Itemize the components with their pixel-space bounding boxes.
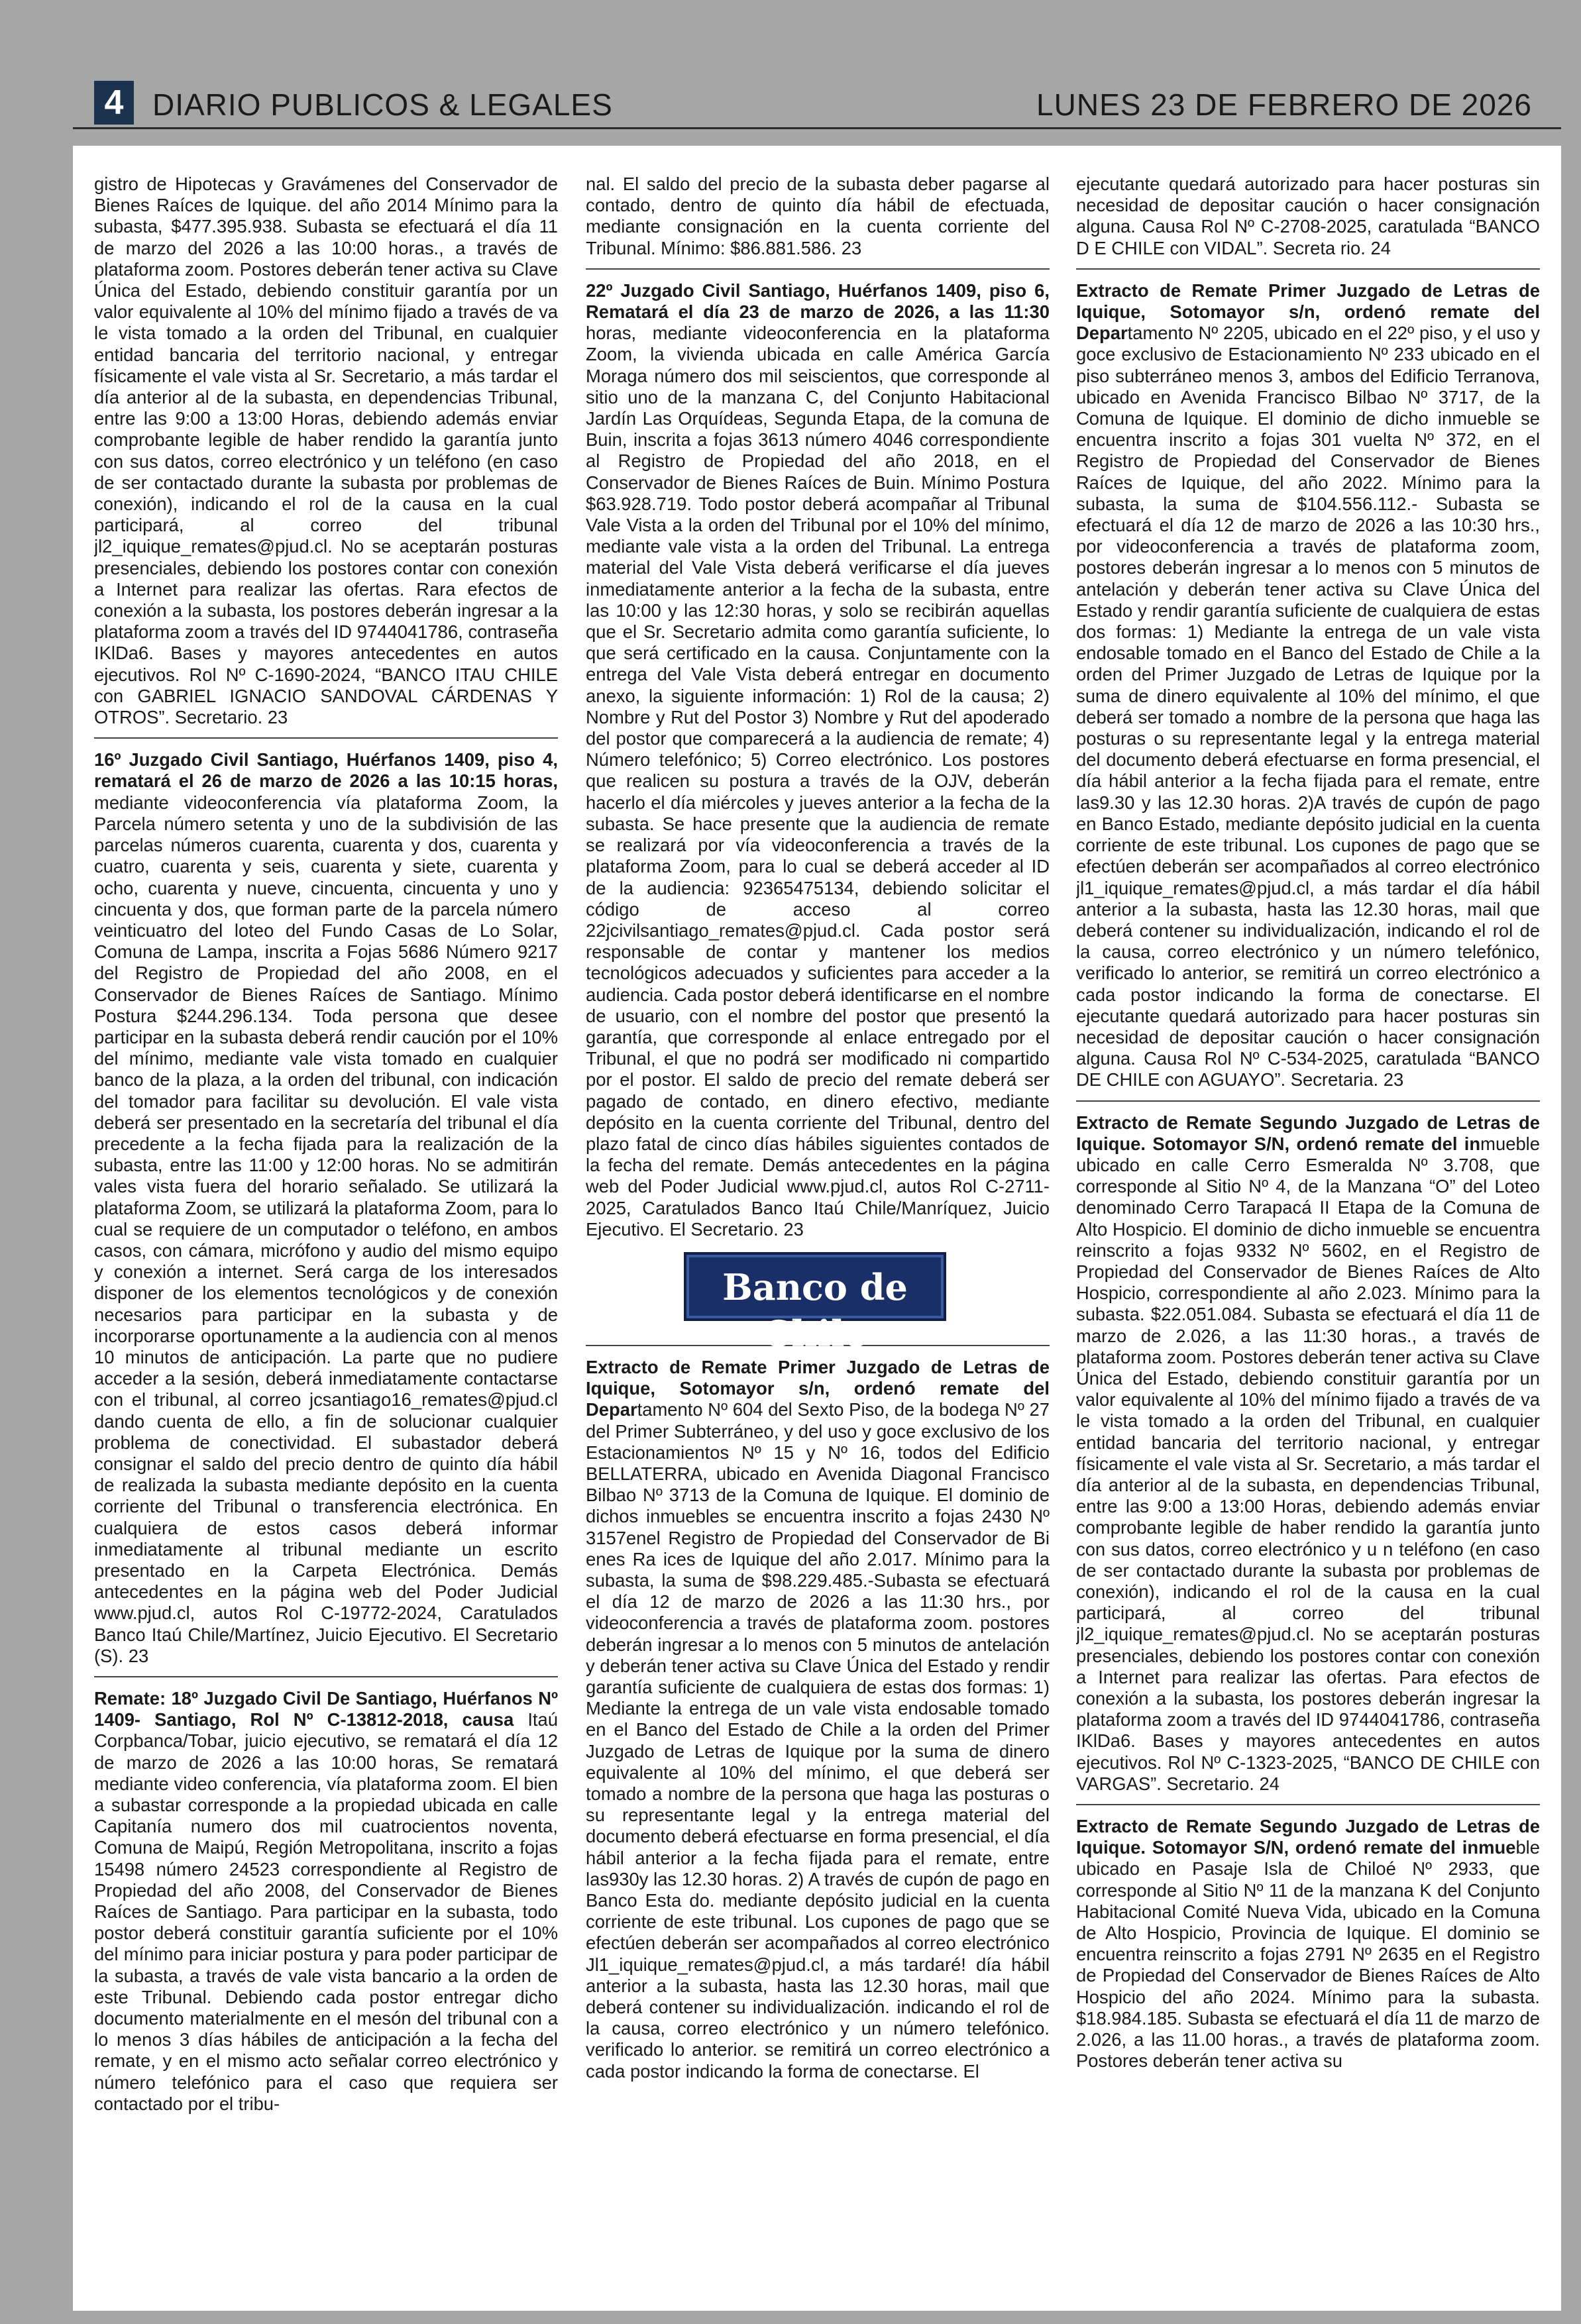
divider	[94, 737, 558, 739]
publication-date: LUNES 23 DE FEBRERO DE 2026	[1036, 87, 1532, 122]
notice-heading: 22º Juzgado Civil Santiago, Huérfanos 1409, piso 6, Rematará el día 23 de marzo de 2026, a las 11:30	[586, 280, 1050, 323]
notice-text: tamento Nº 604 del Sexto Piso, de la bodega Nº 27 del Primer Subterráneo, y del uso y goce exclusivo de los Estacionamientos Nº 15 y Nº 16, todos del Edificio BELLATERRA, ubicado en Avenida Diagonal Francisco Bilbao Nº 3713 de la Comuna de Iquique. El dominio de dichos inmuebles se encuentra inscrito a fojas 2430 Nº 3157enel Registro de Propiedad del Conservador de Bi enes Ra ices de Iquique del año 2.017. Mínimo para la subasta, la suma de $98.229.485.-Subasta se efectuará el día 12 de marzo de 2026 a las 11:30 hrs., por videoconferencia a través de plataforma zoom. postores deberán ingresar a lo menos con 5 minutos de antelación y deberán tener activa su Clave Única del Estado y rendir garantía suficiente de cualquiera de estas dos formas: 1) Mediante la entrega de un vale vista endosable tomado en el Banco del Estado de Chile a la orden del Primer Juzgado de Letras de Iquique por la suma de dinero equivalente al 10% del mínimo, el que deberá ser tomado a nombre de la persona que haga las posturas o su representante legal y la entrega material del documento deberá efectuarse en forma presencial, el día hábil anterior a la fecha fijada para el remate, entre las930y las 12.30 horas. 2) A través de cupón de pago en Banco Esta do. mediante depósito judicial en la cuenta corriente de este tribunal. Los cupones de pago que se efectúen deberán ser acompañados al correo electrónico Jl1_iquique_remates@pjud.cl, a más tardaré! día hábil anterior a la subasta, hasta las 12.30 horas, mail que deberá contener su individualización. indicando el rol de la causa, correo electrónico y un número telefónico. verificado lo anterior. se remitirá un correo electrónico a cada postor indicando la forma de conectarse. El	[586, 1399, 1050, 2082]
column-1	[94, 174, 558, 2294]
notice-text: ejecutante quedará autorizado para hacer posturas sin necesidad de depositar caución o hacer consignación alguna. Causa Rol Nº C-2708-2025, caratulada “BANCO D E CHILE con VIDAL”. Secreta rio. 24	[1076, 174, 1540, 258]
divider	[1076, 1804, 1540, 1805]
page-header	[73, 78, 1561, 129]
column-3	[1076, 174, 1540, 2294]
logo-text: Banco de Chile	[722, 1265, 908, 1355]
banco-de-chile-logo	[684, 1252, 946, 1355]
notice-text: gistro de Hipotecas y Gravámenes del Conservador de Bienes Raíces de Iquique. del año 2014 Mínimo para la subasta, $477.395.938. Subasta se efectuará el día 11 de marzo del 2026 a las 10:00 horas., a través de plataforma zoom. Postores deberán tener activa su Clave Única del Estado, debiendo constituir garantía por un valor equivalente al 10% del mínimo fijado a través de va le vista tomado a la orden del Tribunal, en cualquier entidad bancaria del territorio nacional, y entregar físicamente el vale vista al Sr. Secretario, a más tardar el día anterior al de la subasta, en dependencias Tribunal, entre las 9:00 a 13:00 Horas, debiendo además enviar comprobante legible de haber rendido la garantía junto con sus datos, correo electrónico y un teléfono (en caso de ser contactado durante la subasta por problemas de conexión), indicando el rol de la causa en la cual participará, al correo del tribunal jl2_iquique_remates@pjud.cl. No se aceptarán posturas presenciales, debiendo los postores contar con conexión a Internet para realizar las ofertas. Rara efectos de conexión a la subasta, los postores deberán ingresar a la plataforma zoom a través del ID 9744041786, contraseña IKlDa6. Bases y mayores antecedentes en autos ejecutivos. Rol Nº C-1690-2024, “BANCO ITAU CHILE con GABRIEL IGNACIO SANDOVAL CÁRDENAS Y OTROS”. Secretario. 23	[94, 174, 558, 728]
notice	[94, 174, 558, 728]
notice-heading: Extracto de Remate Primer Juzgado de Letras de Iquique, Sotomayor s/n, ordenó remate del Depar	[586, 1356, 1050, 1420]
advertiser-logo	[586, 1252, 1050, 1355]
notice-text: tamento Nº 2205, ubicado en el 22º piso, y el uso y goce exclusivo de Estacionamiento Nº 233 ubicado en el piso subterráneo menos 3, ambos del Edificio Terranova, ubicado en Avenida Francisco Bilbao Nº 3717, de la Comuna de Iquique. El dominio de dicho inmueble se encuentra inscrito a fojas 301 vuelta Nº 372, en el Registro de Propiedad del Conservador de Bienes Raíces de Iquique, del año 2022. Mínimo para la subasta, la suma de $104.556.112.- Subasta se efectuará el día 12 de marzo de 2026 a las 10:30 hrs., por videoconferencia a través de plataforma zoom, postores deberán ingresar a lo menos con 5 minutos de antelación y deberán tener activa su Clave Única del Estado y rendir garantía suficiente de cualquiera de estas dos formas: 1) Mediante la entrega de un vale vista endosable tomado en el Banco del Estado de Chile a la orden del Primer Juzgado de Letras de Iquique por la suma de dinero equivalente al 10% del mínimo, el que deberá ser tomado a nombre de la persona que haga las posturas o su representante legal y la entrega material del documento deberá efectuarse en forma presencial, el día hábil anterior a la fecha fijada para el remate, entre las9.30 y las 12.30 horas. 2)A través de cupón de pago en Banco Estado, mediante depósito judicial en la cuenta corriente de este tribunal. Los cupones de pago que se efectúen deberán ser acompañados al correo electrónico jl1_iquique_remates@pjud.cl, a más tardar el día hábil anterior a la subasta, hasta las 12.30 horas, mail que deberá contener su individualización, indicando el rol de la causa, correo electrónico y un número telefónico, verificado lo anterior, se remitirá un correo electrónico a cada postor indicando la forma de conectarse. El ejecutante quedará autorizado para hacer posturas sin necesidad de depositar caución o hacer consignación alguna. Causa Rol Nº C-534-2025, caratulada “BANCO DE CHILE con AGUAYO”. Secretaria. 23	[1076, 323, 1540, 1090]
notice-heading: Extracto de Remate Segundo Juzgado de Letras de Iquique. Sotomayor S/N, ordenó remate del in	[1076, 1112, 1540, 1154]
notice-text: nal. El saldo del precio de la subasta deber pagarse al contado, dentro de quinto día hábil de efectuada, mediante consignación en la cuenta corriente del Tribunal. Mínimo: $86.881.586. 23	[586, 174, 1050, 258]
notice	[94, 749, 558, 1667]
notice	[1076, 280, 1540, 1091]
divider	[1076, 1100, 1540, 1102]
notice	[586, 174, 1050, 259]
notice	[1076, 1816, 1540, 2072]
publication-title: DIARIO PUBLICOS & LEGALES	[152, 87, 613, 122]
divider	[1076, 268, 1540, 270]
notice-heading: Extracto de Remate Segundo Juzgado de Letras de Iquique. Sotomayor S/N, ordenó remate del inmue	[1076, 1816, 1540, 1858]
notice-heading: Remate: 18º Juzgado Civil De Santiago, Huérfanos Nº 1409- Santiago, Rol Nº C-13812-2018, causa	[94, 1688, 558, 1730]
notice	[586, 280, 1050, 1240]
notice-text: mediante videoconferencia vía plataforma Zoom, la Parcela número setenta y uno de la subdivisión de las parcelas números cuarenta, cuarenta y dos, cuarenta y cuatro, cuarenta y seis, cuarenta y siete, cuarenta y ocho, cuarenta y nueve, cincuenta, cincuenta y uno y cincuenta y dos, que forman parte de la parcela número veinticuatro del loteo del Fundo Casas de Lo Solar, Comuna de Lampa, inscrita a Fojas 5686 Número 9217 del Registro de Propiedad del año 2008, en el Conservador de Bienes Raíces de Santiago. Mínimo Postura $244.296.134. Toda persona que desee participar en la subasta deberá rendir caución por el 10% del mínimo, mediante vale vista tomado en cualquier banco de la plaza, a la orden del tribunal, con indicación del tomador para facilitar su devolución. El vale vista deberá ser presentado en la secretaría del tribunal el día precedente a la fecha fijada para la realización de la subasta, entre las 11:00 y 12:00 horas. No se admitirán vales vista fuera del horario señalado. Se utilizará la plataforma Zoom, se utilizará la plataforma Zoom, para lo cual se requiere de un computador o teléfono, en ambos casos, con cámara, micrófono y audio del mismo equipo y conexión a internet. Será carga de los interesados disponer de los elementos tecnológicos y de conexión necesarios para participar en la subasta y de incorporarse oportunamente a la audiencia con al menos 10 minutos de anticipación. La parte que no pudiere acceder a la sesión, deberá inmediatamente contactarse con el tribunal, al correo jcsantiago16_remates@pjud.cl dando cuenta de ello, a fin de solucionar cualquier problema de conectividad. El subastador deberá consignar el saldo del precio dentro de quinto día hábil de realizada la subasta mediante depósito en la cuenta corriente del Tribunal o transferencia electrónica. En cualquiera de estos casos deberá informar inmediatamente al tribunal mediante un escrito presentado en la Carpeta Electrónica. Demás antecedentes en la página web del Poder Judicial www.pjud.cl, autos Rol C-19772-2024, Caratulados Banco Itaú Chile/Martínez, Juicio Ejecutivo. El Secretario (S). 23	[94, 792, 558, 1666]
notice	[1076, 1112, 1540, 1795]
notice-text: ble ubicado en Pasaje Isla de Chiloé Nº 2933, que corresponde al Sitio Nº 11 de la manzana K del Conjunto Habitacional Comité Nueva Vida, ubicado en la Comuna de Alto Hospicio, Provincia de Iquique. El dominio se encuentra reinscrito a fojas 2791 Nº 2635 en el Registro de Propiedad del Conservador de Bienes Raíces de Alto Hospicio del año 2024. Mínimo para la subasta. $18.984.185. Subasta se efectuará el día 11 de marzo de 2.026, a las 11.00 horas., a través de plataforma zoom. Postores deberán tener activa su	[1076, 1837, 1540, 2072]
notice-heading: Extracto de Remate Primer Juzgado de Letras de Iquique, Sotomayor s/n, ordenó remate del Depar	[1076, 280, 1540, 344]
notice	[586, 1357, 1050, 2082]
notice-text: Itaú Corpbanca/Tobar, juicio ejecutivo, se rematará el día 12 de marzo de 2026 a las 10:00 horas, Se rematará mediante video conferencia, vía plataforma zoom. El bien a subastar corresponde a la propiedad ubicada en calle Capitanía numero dos mil cuatrocientos noventa, Comuna de Maipú, Región Metropolitana, inscrito a fojas 15498 número 24523 correspondiente al Registro de Propiedad del año 2008, del Conservador de Bienes Raíces de Santiago. Para participar en la subasta, todo postor deberá constituir garantía suficiente por el 10% del mínimo para iniciar postura y para poder participar de la subasta, a través de vale vista bancario a la orden de este Tribunal. Debiendo cada postor entregar dicho documento materialmente en el mesón del tribunal con a lo menos 3 días hábiles de anticipación a la fecha del remate, y en el mismo acto señalar correo electrónico y número telefónico para el caso que requiera ser contactado por el tribu-	[94, 1709, 558, 2114]
column-2	[586, 174, 1050, 2294]
divider	[586, 268, 1050, 270]
notice-text: mueble ubicado en calle Cerro Esmeralda Nº 3.708, que corresponde al Sitio Nº 4, de la Manzana “O” del Loteo denominado Cerro Tarapacá II Etapa de la Comuna de Alto Hospicio. El dominio de dicho inmueble se encuentra reinscrito a fojas 9332 Nº 5602, en el Registro de Propiedad del Conservador de Bienes Raíces de Alto Hospicio, correspondiente al año 2.023. Mínimo para la subasta. $22.051.084. Subasta se efectuará el día 11 de marzo de 2.026, a las 11:30 horas., a través de plataforma zoom. Postores deberán tener activa su Clave Única del Estado, debiendo constituir garantía por un valor equivalente al 10% del mínimo fijado a través de va le vista tomado a la orden del Tribunal, en cualquier entidad bancaria del territorio nacional, y entregar físicamente el vale vista al Sr. Secretario, a más tardar el día anterior al de la subasta, en dependencias Tribunal, entre las 9:00 a 13:00 Horas, debiendo además enviar comprobante legible de haber rendido la garantía junto con sus datos, correo electrónico y u n teléfono (en caso de ser contactado durante la subasta por problemas de conexión), indicando el rol de la causa en la cual participará, al correo del tribunal jl2_iquique_remates@pjud.cl. No se aceptarán posturas presenciales, debiendo los postores contar con conexión a Internet para realizar las ofertas. Para efectos de conexión a la subasta, los postores deberán ingresar la plataforma zoom a través del ID 9744041786, contraseña IKlDa6. Bases y mayores antecedentes en autos ejecutivos. Rol Nº C-1323-2025, “BANCO DE CHILE con VARGAS”. Secretario. 24	[1076, 1133, 1540, 1794]
page-number: 4	[94, 81, 134, 125]
divider	[94, 1676, 558, 1677]
notice	[94, 1688, 558, 2115]
notice	[1076, 174, 1540, 259]
notice-heading: 16º Juzgado Civil Santiago, Huérfanos 1409, piso 4, rematará el 26 de marzo de 2026 a las 10:15 horas,	[94, 749, 558, 792]
notice-text: horas, mediante videoconferencia en la plataforma Zoom, la vivienda ubicada en calle América García Moraga número dos mil seiscientos, que corresponde al sitio uno de la manzana C, del Conjunto Habitacional Jardín Las Orquídeas, Segunda Etapa, de la comuna de Buin, inscrita a fojas 3613 número 4046 correspondiente al Registro de Propiedad del año 2018, en el Conservador de Bienes Raíces de Buin. Mínimo Postura $63.928.719. Todo postor deberá acompañar al Tribunal Vale Vista a la orden del Tribunal por el 10% del mínimo, mediante vale vista a la orden del Tribunal. La entrega material del Vale Vista deberá verificarse el día jueves inmediatamente anterior a la fecha de la subasta, entre las 10:00 y las 12:30 horas, y solo se recibirán aquellas que el Sr. Secretario admita como garantía suficiente, lo que será certificado en la causa. Conjuntamente con la entrega del Vale Vista deberá entregar en documento anexo, la siguiente información: 1) Rol de la causa; 2) Nombre y Rut del Postor 3) Nombre y Rut del apoderado del postor que comparecerá a la audiencia de remate; 4) Número telefónico; 5) Correo electrónico. Los postores que realicen su postura a través de la OJV, deberán hacerlo el día miércoles y jueves anterior a la fecha de la subasta. Se hace presente que la audiencia de remate se realizará por vía videoconferencia a través de la plataforma Zoom, para lo cual se deberá acceder al ID de la audiencia: 92365475134, debiendo solicitar el código de acceso al correo 22jcivilsantiago_remates@pjud.cl. Cada postor será responsable de contar y mantener los medios tecnológicos adecuados y suficientes para acceder a la audiencia. Cada postor deberá identificarse en el nombre de usuario, con el nombre del postor que presentó la garantía, que corresponde al enlace entregado por el Tribunal, el que no podrá ser modificado ni compartido por el postor. El saldo de precio del remate deberá ser pagado de contado, en dinero efectivo, mediante depósito en la cuenta corriente del Tribunal, dentro del plazo fatal de cinco días hábiles siguientes contados de la fecha del remate. Demás antecedentes en la página web del Poder Judicial www.pjud.cl, autos Rol C-2711-2025, Caratulados Banco Itaú Chile/Manríquez, Juicio Ejecutivo. El Secretario. 23	[586, 323, 1050, 1240]
